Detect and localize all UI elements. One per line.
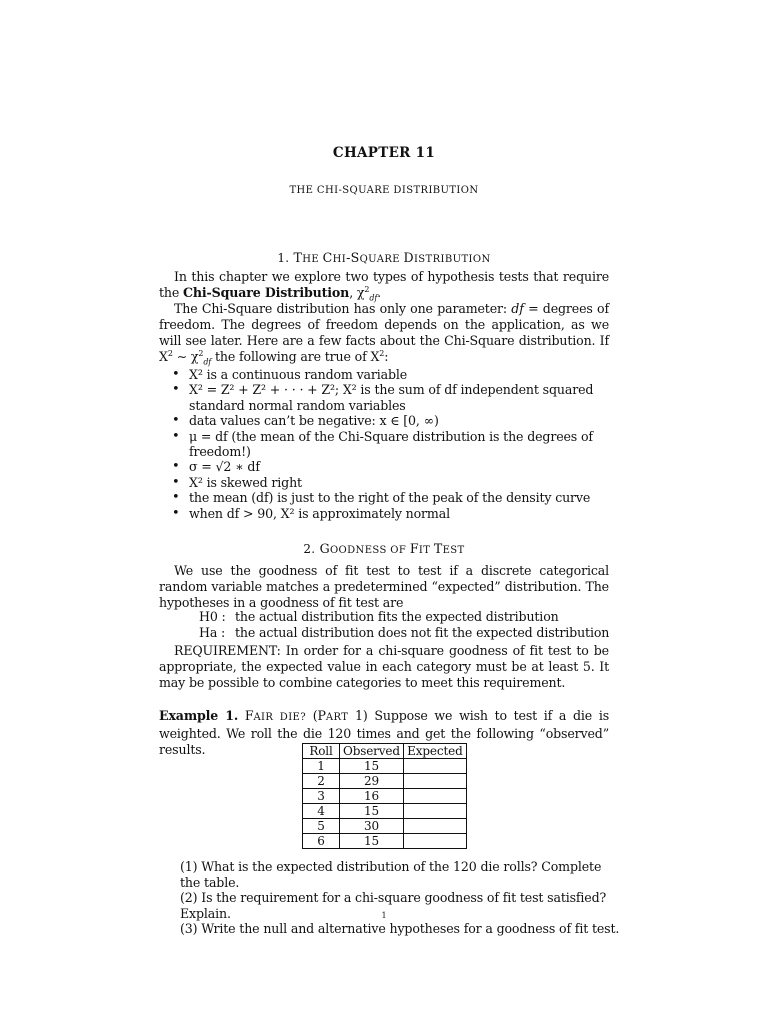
cell-roll: 5 <box>303 819 340 834</box>
null-hypothesis: H0 : the actual distribution fits the expected distribution <box>199 609 559 624</box>
intro-paragraph: In this chapter we explore two types of hypothesis tests that require the Chi-Square Distribution, $\chi^2_{df}$. <box>159 269 609 303</box>
table-row <box>303 789 467 804</box>
goodness-of-fit-intro <box>159 563 609 611</box>
cell-expected[interactable] <box>403 774 466 789</box>
cell-observed: 30 <box>340 819 404 834</box>
table-row <box>303 774 467 789</box>
section-1-heading: 1. THE CHI-SQUARE DISTRIBUTION <box>277 250 491 265</box>
cell-expected[interactable] <box>403 804 466 819</box>
header-expected: Expected <box>403 744 466 759</box>
fact-item: • μ = df (the mean of the Chi-Square distribution is the degrees of freedom!) <box>170 429 610 460</box>
fact-item: • σ = √2 ∗ df <box>170 459 610 474</box>
question-item: (1) What is the expected distribution of the 120 die rolls? Complete the table. <box>180 859 602 890</box>
cell-expected[interactable] <box>403 819 466 834</box>
cell-roll: 3 <box>303 789 340 804</box>
example-1-text: Example 1. FAIR DIE? (PART 1) Suppose we wish to test if a die is weighted. We roll the die 120 times and get the following “observed” results. <box>159 708 610 757</box>
cell-roll: 1 <box>303 759 340 774</box>
question-item: (3) Write the null and alternative hypotheses for a goodness of fit test. <box>180 921 620 936</box>
chapter-heading: CHAPTER 11 <box>332 145 436 161</box>
table-row <box>303 819 467 834</box>
header-roll: Roll <box>303 744 340 759</box>
cell-expected[interactable] <box>403 834 466 849</box>
cell-roll: 4 <box>303 804 340 819</box>
cell-observed: 16 <box>340 789 404 804</box>
section-1-body <box>159 269 609 365</box>
fact-item: • when df > 90, X² is approximately normal <box>170 506 610 521</box>
cell-roll: 2 <box>303 774 340 789</box>
fact-item: • X² is skewed right <box>170 475 610 490</box>
table-row <box>303 804 467 819</box>
table-header-row <box>303 744 467 759</box>
question-item: (2) Is the requirement for a chi-square goodness of fit test satisfied? Explain. <box>180 890 607 921</box>
header-observed: Observed <box>340 744 404 759</box>
page-number: 1 <box>381 911 387 920</box>
cell-observed: 29 <box>340 774 404 789</box>
table-row <box>303 834 467 849</box>
cell-expected[interactable] <box>403 759 466 774</box>
chi-square-facts-list <box>170 367 610 521</box>
example-questions <box>180 859 620 937</box>
chapter-subtitle: THE CHI-SQUARE DISTRIBUTION <box>289 185 479 196</box>
cell-roll: 6 <box>303 834 340 849</box>
table-row <box>303 759 467 774</box>
cell-observed: 15 <box>340 759 404 774</box>
alternative-hypothesis: Ha : the actual distribution does not fit the expected distribution <box>199 625 610 640</box>
fact-item: • X² = Z² + Z² + · · · + Z²; X² is the sum of df independent squared standard normal random variables <box>170 382 610 413</box>
section-2-heading: 2. GOODNESS OF FIT TEST <box>303 541 465 556</box>
requirement-paragraph <box>159 643 609 691</box>
cell-expected[interactable] <box>403 789 466 804</box>
die-rolls-table <box>302 743 467 849</box>
requirement-text: REQUIREMENT: In order for a chi-square goodness of fit test to be appropriate, the expected value in each category must be at least 5. It may be possible to combine categories to meet this requirement. <box>159 643 609 690</box>
gof-paragraph: We use the goodness of fit test to test if a discrete categorical random variable matches a predetermined “expected” distribution. The hypotheses in a goodness of fit test are <box>159 563 609 610</box>
cell-observed: 15 <box>340 834 404 849</box>
cell-observed: 15 <box>340 804 404 819</box>
fact-item: • X² is a continuous random variable <box>170 367 610 382</box>
fact-item: • the mean (df) is just to the right of the peak of the density curve <box>170 490 610 505</box>
parameter-paragraph: The Chi-Square distribution has only one parameter: df = degrees of freedom. The degrees of freedom depends on the application, as we will see later. Here are a few facts about the Chi-Square distribution. If $X^2$ ∼ $\chi^2_{df}$ the following are true of $X^2$: <box>159 301 609 367</box>
fact-item: • data values can’t be negative: x ∈ [0, ∞) <box>170 413 610 428</box>
